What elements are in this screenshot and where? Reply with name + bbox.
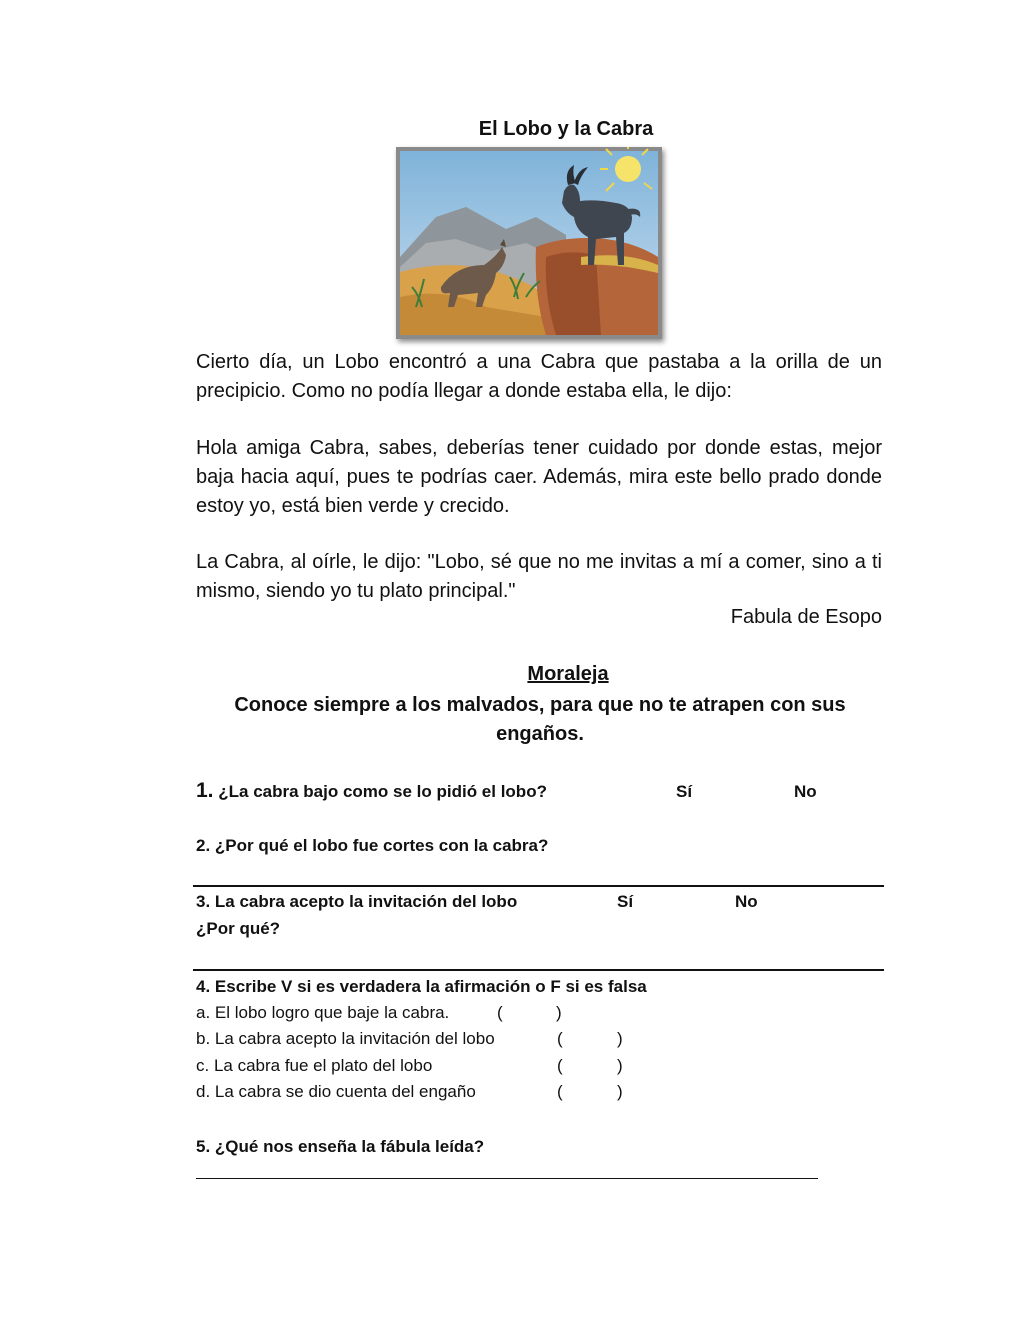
- answer-line[interactable]: [193, 885, 884, 887]
- question-1-text: ¿La cabra bajo como se lo pidió el lobo?: [218, 782, 547, 801]
- question-1-number: 1.: [196, 779, 214, 802]
- story-paragraph: Hola amiga Cabra, sabes, deberías tener cuidado por donde estas, mejor baja hacia aquí, pues te podrías caer. Además, mira este bello prado donde estoy yo, está bien verde y crecido.: [196, 437, 882, 517]
- question-3-why: ¿Por qué?: [196, 919, 281, 938]
- answer-box-open[interactable]: (: [557, 1082, 563, 1101]
- answer-box-open[interactable]: (: [557, 1056, 563, 1075]
- question-1: [196, 779, 547, 803]
- wolf-and-goat-illustration: [396, 147, 662, 339]
- statement-c: c. La cabra fue el plato del lobo: [196, 1056, 433, 1075]
- moral-text: Conoce siempre a los malvados, para que no te atrapen con sus engaños.: [234, 694, 846, 745]
- answer-line[interactable]: [193, 969, 884, 971]
- question-3-yes-option[interactable]: Sí: [617, 892, 634, 911]
- answer-box-close[interactable]: ): [617, 1029, 623, 1048]
- answer-box-close[interactable]: ): [617, 1082, 623, 1101]
- statement-d: d. La cabra se dio cuenta del engaño: [196, 1082, 476, 1101]
- question-3-no-option[interactable]: No: [735, 892, 758, 911]
- question-3: 3. La cabra acepto la invitación del lobo: [196, 892, 518, 911]
- answer-box-open[interactable]: (: [557, 1029, 563, 1048]
- story-title: El Lobo y la Cabra: [478, 118, 654, 140]
- moral-heading: Moraleja: [527, 663, 609, 685]
- question-1-no-option[interactable]: No: [794, 782, 817, 801]
- statement-b: b. La cabra acepto la invitación del lobo: [196, 1029, 495, 1048]
- answer-box-close[interactable]: ): [556, 1003, 562, 1022]
- answer-box-close[interactable]: ): [617, 1056, 623, 1075]
- question-4: 4. Escribe V si es verdadera la afirmación o F si es falsa: [196, 977, 647, 996]
- statement-a: a. El lobo logro que baje la cabra.: [196, 1003, 450, 1022]
- answer-line[interactable]: [196, 1178, 818, 1179]
- story-paragraph: Cierto día, un Lobo encontró a una Cabra que pastaba a la orilla de un precipicio. Como no podía llegar a donde estaba ella, le dijo:: [196, 351, 882, 402]
- question-2: 2. ¿Por qué el lobo fue cortes con la cabra?: [196, 836, 549, 855]
- story-paragraph: La Cabra, al oírle, le dijo: "Lobo, sé que no me invitas a mí a comer, sino a ti mismo, siendo yo tu plato principal.": [196, 551, 882, 602]
- answer-box-open[interactable]: (: [497, 1003, 503, 1022]
- question-5: 5. ¿Qué nos enseña la fábula leída?: [196, 1137, 485, 1156]
- question-1-yes-option[interactable]: Sí: [676, 782, 693, 801]
- story-author: Fabula de Esopo: [730, 606, 882, 628]
